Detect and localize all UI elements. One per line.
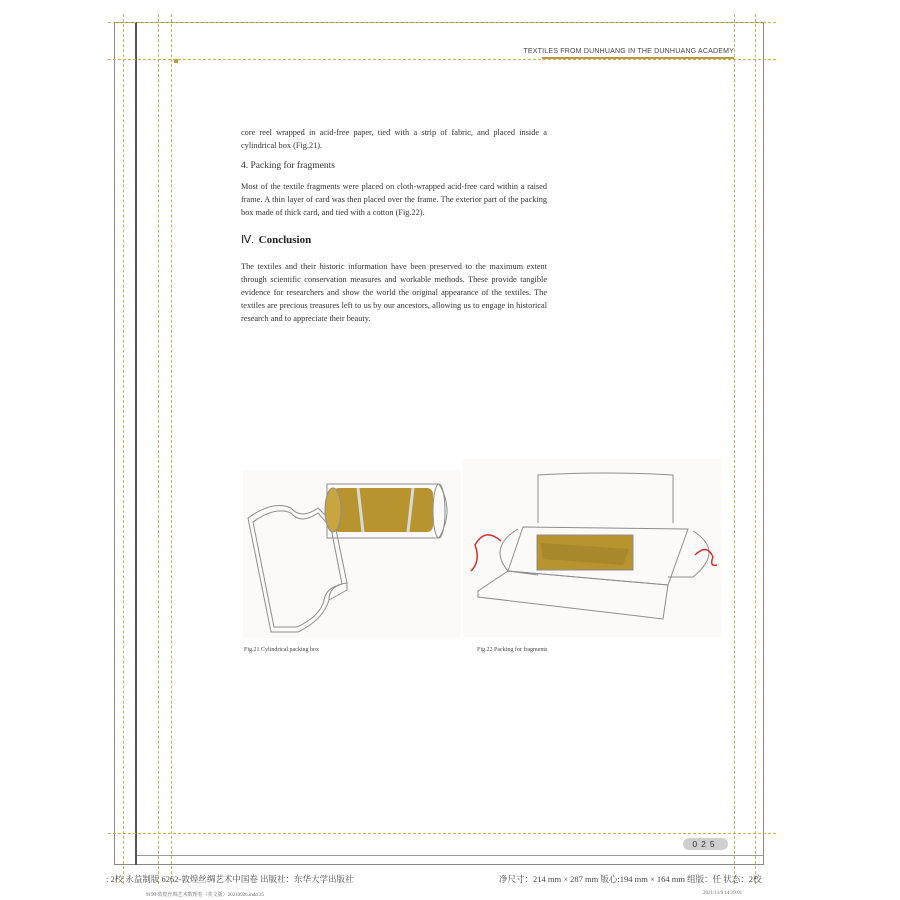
spine-line bbox=[135, 22, 137, 865]
bottom-rule bbox=[137, 855, 764, 856]
printer-slug-right: 净尺寸：214 mm × 287 mm 版心:194 mm × 164 mm 组版：任 状态：2校 bbox=[499, 874, 762, 884]
paragraph: Most of the textile fragments were placed on cloth-wrapped acid-free card within a raised frame. A thin layer of card was then placed over the frame. The exterior part of the packing box made of thick card, and tied with a cotton (Fig.22). bbox=[241, 182, 547, 218]
guide-line bbox=[123, 14, 124, 884]
section-number: Ⅳ. bbox=[241, 234, 254, 246]
section-title: Conclusion bbox=[258, 234, 312, 246]
figure-caption: Fig.22 Packing for fragments bbox=[477, 647, 548, 653]
section-heading bbox=[241, 233, 311, 246]
printer-slug-left: : 2校 永益制版 6262-敦煌丝绸艺术中国卷 出版社：东华大学出版社 bbox=[106, 874, 354, 884]
figure-caption: Fig.21 Cylindrical packing box bbox=[244, 647, 319, 653]
box-lid bbox=[538, 473, 673, 523]
guide-line bbox=[171, 14, 172, 884]
file-name: 9199-敦煌丝绸艺术数理卷（英文版）20210926.indd 25 bbox=[146, 893, 265, 898]
guide-line bbox=[755, 14, 756, 884]
running-head: TEXTILES FROM DUNHUANG IN THE DUNHUANG ACADEMY bbox=[523, 48, 734, 55]
red-tie-left bbox=[471, 535, 501, 571]
guide-line bbox=[734, 14, 735, 884]
timestamp: 2021/11/9 14:19:01 bbox=[703, 891, 743, 896]
page-number: 025 bbox=[683, 838, 728, 850]
paragraph: The textiles and their historic information have been preserved to the maximum extent through scientific conservation measures and workable methods. These provide tangible evidence for researchers and show the world the original appearance of the textiles. The textiles are precious treasures left to us by our ancestors, allowing us to engage in historical research and to appreciate their beauty. bbox=[241, 262, 547, 324]
corner-marker bbox=[174, 59, 178, 63]
subheading: 4. Packing for fragments bbox=[241, 161, 335, 171]
cylinder-container bbox=[325, 484, 447, 538]
paragraph: core reel wrapped in acid-free paper, tied with a strip of fabric, and placed inside a cylindrical box (Fig.21). bbox=[241, 128, 547, 151]
guide-line bbox=[108, 59, 776, 60]
guide-line bbox=[158, 14, 159, 884]
fig21-cylindrical-box-image bbox=[243, 470, 461, 638]
box-left-flap bbox=[500, 529, 538, 575]
guide-line bbox=[108, 22, 776, 23]
running-head-rule bbox=[542, 57, 734, 59]
box-right-flap bbox=[668, 531, 709, 577]
fig22-fragments-box-image bbox=[463, 459, 721, 637]
guide-line bbox=[108, 833, 776, 834]
